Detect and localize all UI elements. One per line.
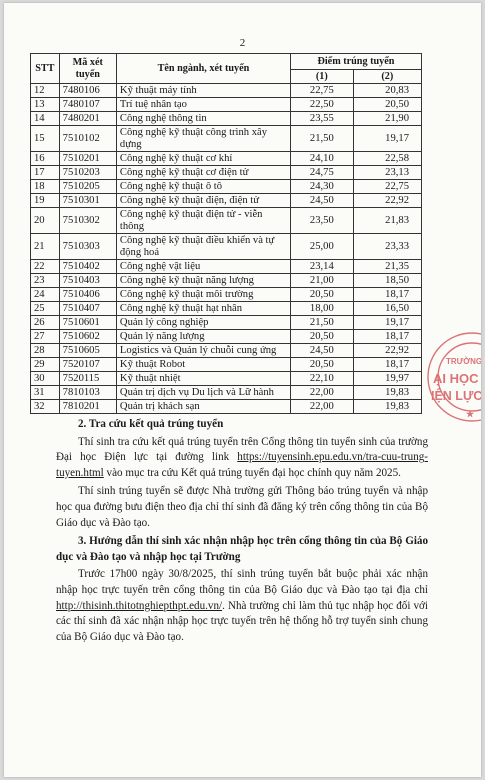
table-row [31,208,422,234]
cell-name: Kỹ thuật máy tính [116,84,290,98]
cell-stt: 13 [31,98,60,112]
cell-score1: 20,50 [290,330,353,344]
stamp-line2: ẠI HỌC [433,371,479,386]
cell-name: Công nghệ kỹ thuật môi trường [116,288,290,302]
cell-name: Công nghệ vật liệu [116,260,290,274]
cell-stt: 27 [31,330,60,344]
cell-score2: 23,33 [353,234,421,260]
school-stamp [424,329,481,429]
cell-score2: 21,90 [353,112,421,126]
cell-stt: 17 [31,166,60,180]
cell-name: Công nghệ kỹ thuật cơ điện tử [116,166,290,180]
header-stt: STT [31,54,60,84]
cell-code: 7520107 [59,358,116,372]
cell-code: 7510601 [59,316,116,330]
cell-code: 7510102 [59,126,116,152]
cell-name: Công nghệ kỹ thuật ô tô [116,180,290,194]
cell-score1: 24,75 [290,166,353,180]
cell-name: Logistics và Quản lý chuỗi cung ứng [116,344,290,358]
cell-code: 7510605 [59,344,116,358]
cell-score2: 22,58 [353,152,421,166]
cell-score2: 22,92 [353,194,421,208]
cell-score2: 21,83 [353,208,421,234]
cell-stt: 29 [31,358,60,372]
cell-name: Công nghệ kỹ thuật điện, điện tử [116,194,290,208]
cell-score2: 19,17 [353,316,421,330]
cell-stt: 12 [31,84,60,98]
cell-score1: 22,10 [290,372,353,386]
cell-name: Kỹ thuật Robot [116,358,290,372]
section2-paragraph1 [56,435,428,482]
section3-text: Trước 17h00 ngày 30/8/2025, thí sinh trúng tuyển bắt buộc phải xác nhận nhập học trực tuyến trên cổng thông tin của Bộ Giáo dục và Đào tạo tại địa chỉ [56,568,428,596]
table-row [31,274,422,288]
cell-score2: 18,17 [353,288,421,302]
cell-stt: 28 [31,344,60,358]
cell-name: Quản lý năng lượng [116,330,290,344]
cell-name: Công nghệ kỹ thuật hạt nhân [116,302,290,316]
cell-stt: 22 [31,260,60,274]
table-row [31,180,422,194]
cell-code: 7810201 [59,400,116,414]
cell-stt: 20 [31,208,60,234]
cell-score2: 19,97 [353,372,421,386]
cell-code: 7510406 [59,288,116,302]
cell-code: 7510407 [59,302,116,316]
table-header-row [31,54,422,70]
cell-stt: 26 [31,316,60,330]
cell-score2: 18,17 [353,330,421,344]
table-row [31,84,422,98]
table-row [31,152,422,166]
cell-code: 7520115 [59,372,116,386]
table-row [31,358,422,372]
cell-score1: 22,50 [290,98,353,112]
cell-stt: 31 [31,386,60,400]
cell-code: 7510602 [59,330,116,344]
cell-score2: 19,17 [353,126,421,152]
cell-stt: 15 [31,126,60,152]
cell-score1: 21,00 [290,274,353,288]
cell-code: 7480106 [59,84,116,98]
stamp-line3: IỆN LỰC [431,389,483,403]
cell-score1: 24,30 [290,180,353,194]
table-row [31,260,422,274]
cell-score2: 21,35 [353,260,421,274]
cell-score1: 23,55 [290,112,353,126]
cell-score2: 20,83 [353,84,421,98]
cell-score2: 22,92 [353,344,421,358]
table-row [31,344,422,358]
cell-stt: 32 [31,400,60,414]
confirm-link[interactable]: http://thisinh.thitotnghiepthpt.edu.vn/ [56,599,223,612]
cell-name: Công nghệ kỹ thuật điện tử - viễn thông [116,208,290,234]
admission-scores-table [30,53,422,414]
lookup-link[interactable]: https://tuyensinh.epu.edu.vn/tra-cuu-trung-tuyen.html [56,451,428,479]
header-score-col2: (2) [353,70,421,84]
table-row [31,194,422,208]
section3-paragraph1 [56,567,428,645]
cell-name: Công nghệ thông tin [116,112,290,126]
cell-score1: 21,50 [290,126,353,152]
cell-score1: 24,10 [290,152,353,166]
cell-score1: 24,50 [290,194,353,208]
cell-score2: 18,50 [353,274,421,288]
cell-score1: 23,50 [290,208,353,234]
cell-score1: 25,00 [290,234,353,260]
section3-heading: 3. Hướng dẫn thí sinh xác nhận nhập học trên cổng thông tin của Bộ Giáo dục và Đào tạo và nhập học tại Trường [56,535,428,563]
cell-code: 7480201 [59,112,116,126]
table-row [31,288,422,302]
section2-heading: 2. Tra cứu kết quả trúng tuyển [78,418,224,430]
cell-name: Công nghệ kỹ thuật năng lượng [116,274,290,288]
cell-name: Quản trị khách sạn [116,400,290,414]
header-score-col1: (1) [290,70,353,84]
cell-score1: 20,50 [290,358,353,372]
cell-score1: 22,00 [290,386,353,400]
cell-code: 7510301 [59,194,116,208]
document-page [4,3,481,777]
header-name: Tên ngành, xét tuyển [116,54,290,84]
cell-score1: 22,75 [290,84,353,98]
cell-stt: 25 [31,302,60,316]
stamp-star-icon: ★ [466,409,475,419]
page-number: 2 [239,37,246,49]
cell-score2: 20,50 [353,98,421,112]
cell-code: 7510303 [59,234,116,260]
cell-code: 7510403 [59,274,116,288]
cell-code: 7510402 [59,260,116,274]
cell-stt: 21 [31,234,60,260]
cell-name: Quản trị dịch vụ Du lịch và Lữ hành [116,386,290,400]
table-row [31,166,422,180]
stamp-line1: TRƯỜNG [446,357,483,366]
cell-name: Công nghệ kỹ thuật điều khiển và tự động hoá [116,234,290,260]
table-row [31,372,422,386]
cell-name: Công nghệ kỹ thuật công trình xây dựng [116,126,290,152]
header-code: Mã xét tuyển [59,54,116,84]
cell-score2: 19,83 [353,386,421,400]
cell-score2: 16,50 [353,302,421,316]
cell-stt: 24 [31,288,60,302]
cell-score1: 21,50 [290,316,353,330]
section2-text-end: vào mục tra cứu Kết quả trúng tuyển đại học chính quy năm 2025. [103,466,401,479]
cell-name: Trí tuệ nhân tạo [116,98,290,112]
table-row [31,112,422,126]
cell-score1: 18,00 [290,302,353,316]
table-row [31,98,422,112]
table-row [31,302,422,316]
header-score: Điểm trúng tuyển [290,54,421,70]
cell-score2: 18,17 [353,358,421,372]
cell-stt: 19 [31,194,60,208]
cell-code: 7810103 [59,386,116,400]
cell-score1: 20,50 [290,288,353,302]
cell-score1: 23,14 [290,260,353,274]
cell-code: 7480107 [59,98,116,112]
cell-score2: 19,83 [353,400,421,414]
cell-stt: 18 [31,180,60,194]
cell-stt: 14 [31,112,60,126]
section2-text: Thí sinh tra cứu kết quả trúng tuyển trên Cổng thông tin tuyển sinh của trường Đại học Điện lực tại đường link [56,435,428,464]
cell-stt: 30 [31,372,60,386]
document-body [56,417,428,648]
table-body [31,84,422,414]
cell-name: Kỹ thuật nhiệt [116,372,290,386]
cell-score1: 22,00 [290,400,353,414]
table-row [31,400,422,414]
cell-code: 7510302 [59,208,116,234]
cell-score2: 23,13 [353,166,421,180]
table-row [31,316,422,330]
cell-name: Quản lý công nghiệp [116,316,290,330]
cell-score1: 24,50 [290,344,353,358]
cell-stt: 23 [31,274,60,288]
cell-code: 7510203 [59,166,116,180]
cell-name: Công nghệ kỹ thuật cơ khí [116,152,290,166]
cell-stt: 16 [31,152,60,166]
table-row [31,126,422,152]
table-row [31,330,422,344]
table-row [31,234,422,260]
table-row [31,386,422,400]
section3-text-end: . Nhà trường chỉ làm thủ tục nhập học đối với các thí sinh đã xác nhận nhập học trực tuyến trên hệ thống hỗ trợ tuyển sinh chung của Bộ Giáo dục và Đào tạo. [56,599,428,643]
cell-code: 7510205 [59,180,116,194]
section2-paragraph2: Thí sinh trúng tuyển sẽ được Nhà trường gửi Thông báo trúng tuyển và nhập học qua đường bưu điện theo địa chỉ thí sinh đã đăng ký trên cổng thông tin của Bộ Giáo dục và Đào tạo. [56,485,428,529]
cell-code: 7510201 [59,152,116,166]
cell-score2: 22,75 [353,180,421,194]
